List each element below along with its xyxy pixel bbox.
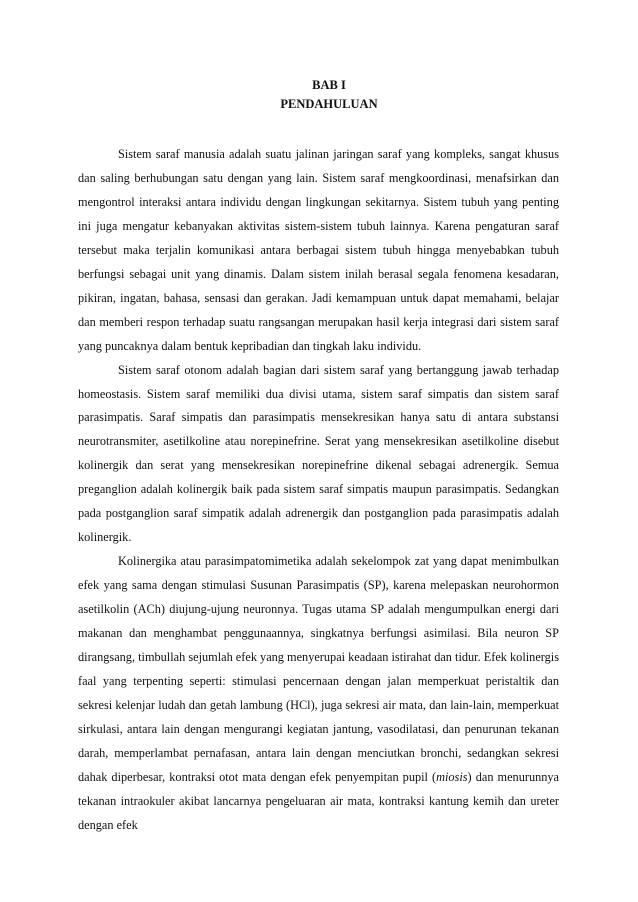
body-text (78, 143, 559, 838)
italic-term-miosis: miosis (436, 769, 468, 784)
paragraph-2: Sistem saraf otonom adalah bagian dari sistem saraf yang bertanggung jawab terhadap homeostasis. Sistem saraf memiliki dua divisi utama, sistem saraf simpatis dan sistem saraf parasimpatis. Saraf simpatis dan parasimpatis mensekresikan hanya satu di antara substansi neurotransmiter, asetilkoline atau norepinefrine. Serat yang mensekresikan asetilkoline disebut kolinergik dan serat yang mensekresikan norepinefrine dikenal sebagai adrenergik. Semua preganglion adalah kolinergik baik pada sistem saraf simpatis maupun parasimpatis. Sedangkan pada postganglion saraf simpatik adalah adrenergik dan postganglion pada parasimpatis adalah kolinergik. (78, 362, 559, 545)
chapter-label: BAB I (312, 78, 346, 92)
paragraph-1: Sistem saraf manusia adalah suatu jalinan jaringan saraf yang kompleks, sangat khusus dan saling berhubungan satu dengan yang lain. Sistem saraf mengkoordinasi, menafsirkan dan mengontrol interaksi antara individu dengan lingkungan sekitarnya. Sistem tubuh yang penting ini juga mengatur kebanyakan aktivitas sistem-sistem tubuh lainnya. Karena pengaturan saraf tersebut maka terjalin komunikasi antara berbagai sistem tubuh hingga menyebabkan tubuh berfungsi sebagai unit yang dinamis. Dalam sistem inilah berasal segala fenomena kesadaran, pikiran, ingatan, bahasa, sensasi dan gerakan. Jadi kemampuan untuk dapat memahami, belajar dan memberi respon terhadap suatu rangsangan merupakan hasil kerja integrasi dari sistem saraf yang puncaknya dalam bentuk kepribadian dan tingkah laku individu. (78, 147, 559, 353)
chapter-title: PENDAHULUAN (280, 97, 378, 111)
paragraph-3 (78, 550, 559, 837)
paragraph-3-text-after-italic: ) dan menurunnya tekanan intraokuler akibat lancarnya pengeluaran air mata, kontraksi kantung kemih dan ureter dengan efek (78, 769, 559, 832)
paragraph-3-text-before-italic: Kolinergika atau parasimpatomimetika adalah sekelompok zat yang dapat menimbulkan efek yang sama dengan stimulasi Susunan Parasimpatis (SP), karena melepaskan neurohormon asetilkolin (ACh) diujung-ujung neuronnya. Tugas utama SP adalah mengumpulkan energi dari makanan dan menghambat penggunaannya, singkatnya berfungsi asimilasi. Bila neuron SP dirangsang, timbullah sejumlah efek yang menyerupai keadaan istirahat dan tidur. Efek kolinergis faal yang terpenting seperti: stimulasi pencernaan dengan jalan memperkuat peristaltik dan sekresi kelenjar ludah dan getah lambung (HCl), juga sekresi air mata, dan lain-lain, memperkuat sirkulasi, antara lain dengan mengurangi kegiatan jantung, vasodilatasi, dan penurunan tekanan darah, memperlambat pernafasan, antara lain dengan menciutkan bronchi, sedangkan sekresi dahak diperbesar, kontraksi otot mata dengan efek penyempitan pupil ( (78, 554, 559, 784)
